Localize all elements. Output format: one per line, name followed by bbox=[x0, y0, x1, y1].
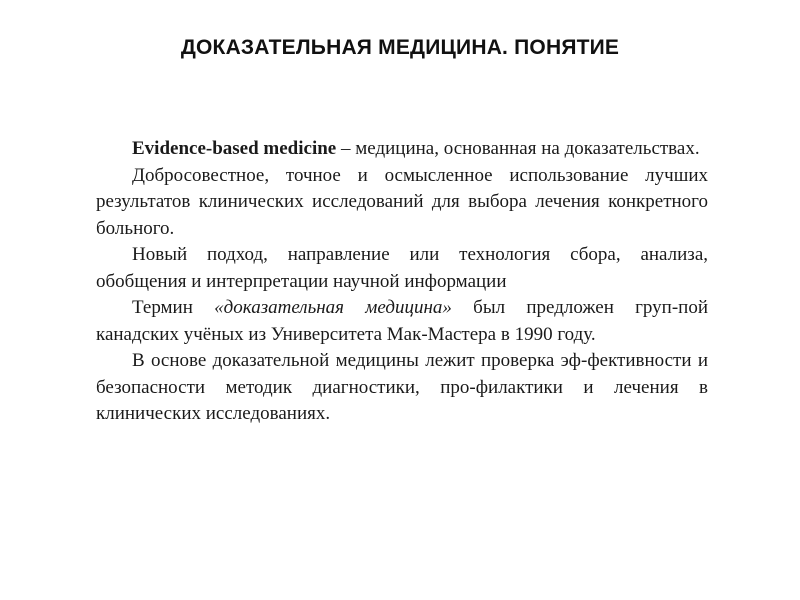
term-origin-paragraph bbox=[96, 295, 708, 348]
basis-paragraph: В основе доказательной медицины лежит проверка эф-фективности и безопасности методик диагностики, про-филактики и лечения в клинических исследованиях. bbox=[96, 350, 708, 424]
ebm-term: Evidence-based medicine bbox=[132, 138, 337, 159]
slide-body bbox=[96, 136, 708, 428]
term-origin-before: Термин bbox=[132, 297, 215, 318]
term-origin-term: «доказательная медицина» bbox=[214, 297, 452, 318]
definition-paragraph bbox=[96, 136, 708, 163]
term-origin-after: был предложен груп-пой канадских учёных из Университета Мак-Мастера в 1990 году. bbox=[96, 297, 709, 345]
slide-title: ДОКАЗАТЕЛЬНАЯ МЕДИЦИНА. ПОНЯТИЕ bbox=[180, 36, 620, 59]
usage-paragraph: Добросовестное, точное и осмысленное использование лучших результатов клинических исследований для выбора лечения конкретного больного. bbox=[96, 164, 708, 239]
definition-text: – медицина, основанная на доказательствах. bbox=[336, 138, 700, 159]
approach-paragraph: Новый подход, направление или технология сбора, анализа, обобщения и интерпретации научной информации bbox=[96, 244, 708, 292]
